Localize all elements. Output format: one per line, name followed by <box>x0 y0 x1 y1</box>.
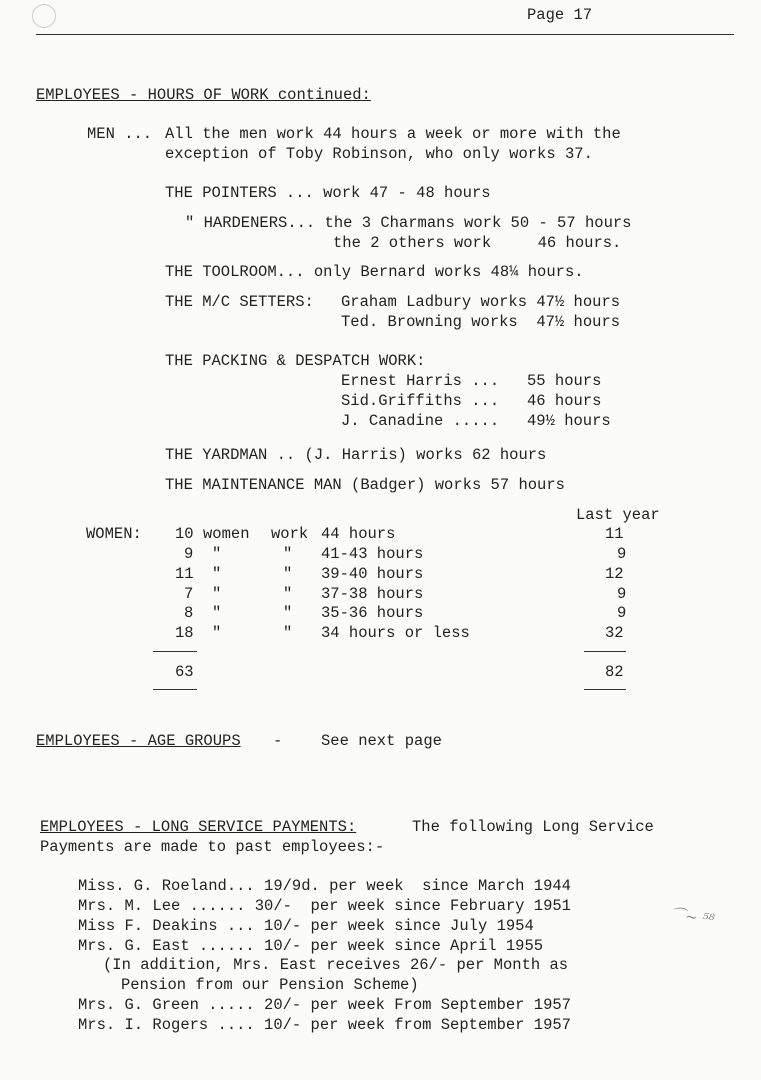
header-rule <box>36 34 734 35</box>
women-hours: 39-40 hours <box>321 565 424 583</box>
total-rule-bottom-right <box>584 689 626 690</box>
packing-name-1: Ernest Harris ... <box>341 372 500 390</box>
women-col-women: women <box>203 525 250 543</box>
women-col-women: " <box>212 545 222 563</box>
women-col-work: " <box>283 604 293 622</box>
women-hours: 41-43 hours <box>321 545 424 563</box>
setter-ladbury: Graham Ladbury works 47½ hours <box>341 293 621 311</box>
age-groups-note: See next page <box>321 732 442 750</box>
men-line-2: exception of Toby Robinson, who only works 37. <box>165 145 593 163</box>
women-last-year: 9 <box>617 585 627 603</box>
packing-name-3: J. Canadine ..... <box>341 412 500 430</box>
long-service-intro-2: Payments are made to past employees:- <box>40 838 385 856</box>
payment-line: Mrs. M. Lee ...... 30/- per week since February 1951 <box>78 897 571 915</box>
total-rule-top-left <box>153 651 197 652</box>
total-rule-top-right <box>584 651 626 652</box>
packing-hours-1: 55 hours <box>527 372 602 390</box>
payment-line: Miss F. Deakins ... 10/- per week since July 1954 <box>78 917 534 935</box>
women-col-women: " <box>212 565 222 583</box>
pointers-line: THE POINTERS ... work 47 - 48 hours <box>165 184 491 202</box>
age-groups-dash: - <box>273 732 283 750</box>
total-rule-bottom-left <box>153 689 197 690</box>
men-line-1: All the men work 44 hours a week or more with the <box>165 125 621 143</box>
payment-line: Miss. G. Roeland... 19/9d. per week since March 1944 <box>78 877 571 895</box>
maintenance-line: THE MAINTENANCE MAN (Badger) works 57 hours <box>165 476 565 494</box>
women-count: 8 <box>184 604 194 622</box>
women-col-work: " <box>283 545 293 563</box>
women-hours: 44 hours <box>321 525 396 543</box>
women-count: 7 <box>184 585 194 603</box>
women-col-work: " <box>283 585 293 603</box>
packing-hours-3: 49½ hours <box>527 412 611 430</box>
hours-heading: EMPLOYEES - HOURS OF WORK continued: <box>36 86 371 104</box>
page-number: Page 17 <box>527 6 593 24</box>
women-count: 18 <box>175 624 194 642</box>
hardeners-line-2: the 2 others work 46 hours. <box>333 234 622 252</box>
women-col-work: work <box>271 525 309 543</box>
men-label: MEN ... <box>87 125 153 143</box>
age-groups-heading: EMPLOYEES - AGE GROUPS <box>36 732 241 750</box>
women-last-year: 32 <box>605 624 624 642</box>
women-col-work: " <box>283 624 293 642</box>
payment-line: Mrs. G. East ...... 10/- per week since April 1955 <box>78 937 544 955</box>
women-label: WOMEN: <box>86 525 142 543</box>
packing-name-2: Sid.Griffiths ... <box>341 392 500 410</box>
payment-note-line: (In addition, Mrs. East receives 26/- per Month as <box>103 956 569 974</box>
punch-hole-mark <box>32 4 56 28</box>
toolroom-line: THE TOOLROOM... only Bernard works 48¼ hours. <box>165 263 584 281</box>
women-last-year: 9 <box>617 604 627 622</box>
women-total-now: 63 <box>175 663 194 681</box>
women-count: 10 <box>175 525 194 543</box>
long-service-intro-1: The following Long Service <box>412 818 654 836</box>
women-total-last: 82 <box>605 663 624 681</box>
payment-line: Mrs. G. Green ..... 20/- per week From September 1957 <box>78 996 571 1014</box>
payment-line: Mrs. I. Rogers .... 10/- per week from September 1957 <box>78 1016 571 1034</box>
setter-browning: Ted. Browning works 47½ hours <box>341 313 621 331</box>
packing-label: THE PACKING & DESPATCH WORK: <box>165 352 426 370</box>
women-count: 9 <box>184 545 194 563</box>
packing-hours-2: 46 hours <box>527 392 602 410</box>
setters-label: THE M/C SETTERS: <box>165 293 314 311</box>
women-last-year: 12 <box>605 565 624 583</box>
payment-note-line: Pension from our Pension Scheme) <box>121 976 419 994</box>
women-hours: 34 hours or less <box>321 624 470 642</box>
women-hours: 35-36 hours <box>321 604 424 622</box>
handwritten-margin-note: ⌒~ ⁵⁸ <box>669 905 716 930</box>
women-col-work: " <box>283 565 293 583</box>
women-hours: 37-38 hours <box>321 585 424 603</box>
women-col-women: " <box>212 585 222 603</box>
women-col-women: " <box>212 624 222 642</box>
hardeners-line: " HARDENERS... the 3 Charmans work 50 - 57 hours <box>185 214 632 232</box>
women-count: 11 <box>175 565 194 583</box>
women-last-year: 11 <box>605 525 624 543</box>
yardman-line: THE YARDMAN .. (J. Harris) works 62 hours <box>165 446 547 464</box>
women-last-year: 9 <box>617 545 627 563</box>
women-col-women: " <box>212 604 222 622</box>
long-service-heading: EMPLOYEES - LONG SERVICE PAYMENTS: <box>40 818 357 836</box>
last-year-header: Last year <box>576 506 660 524</box>
